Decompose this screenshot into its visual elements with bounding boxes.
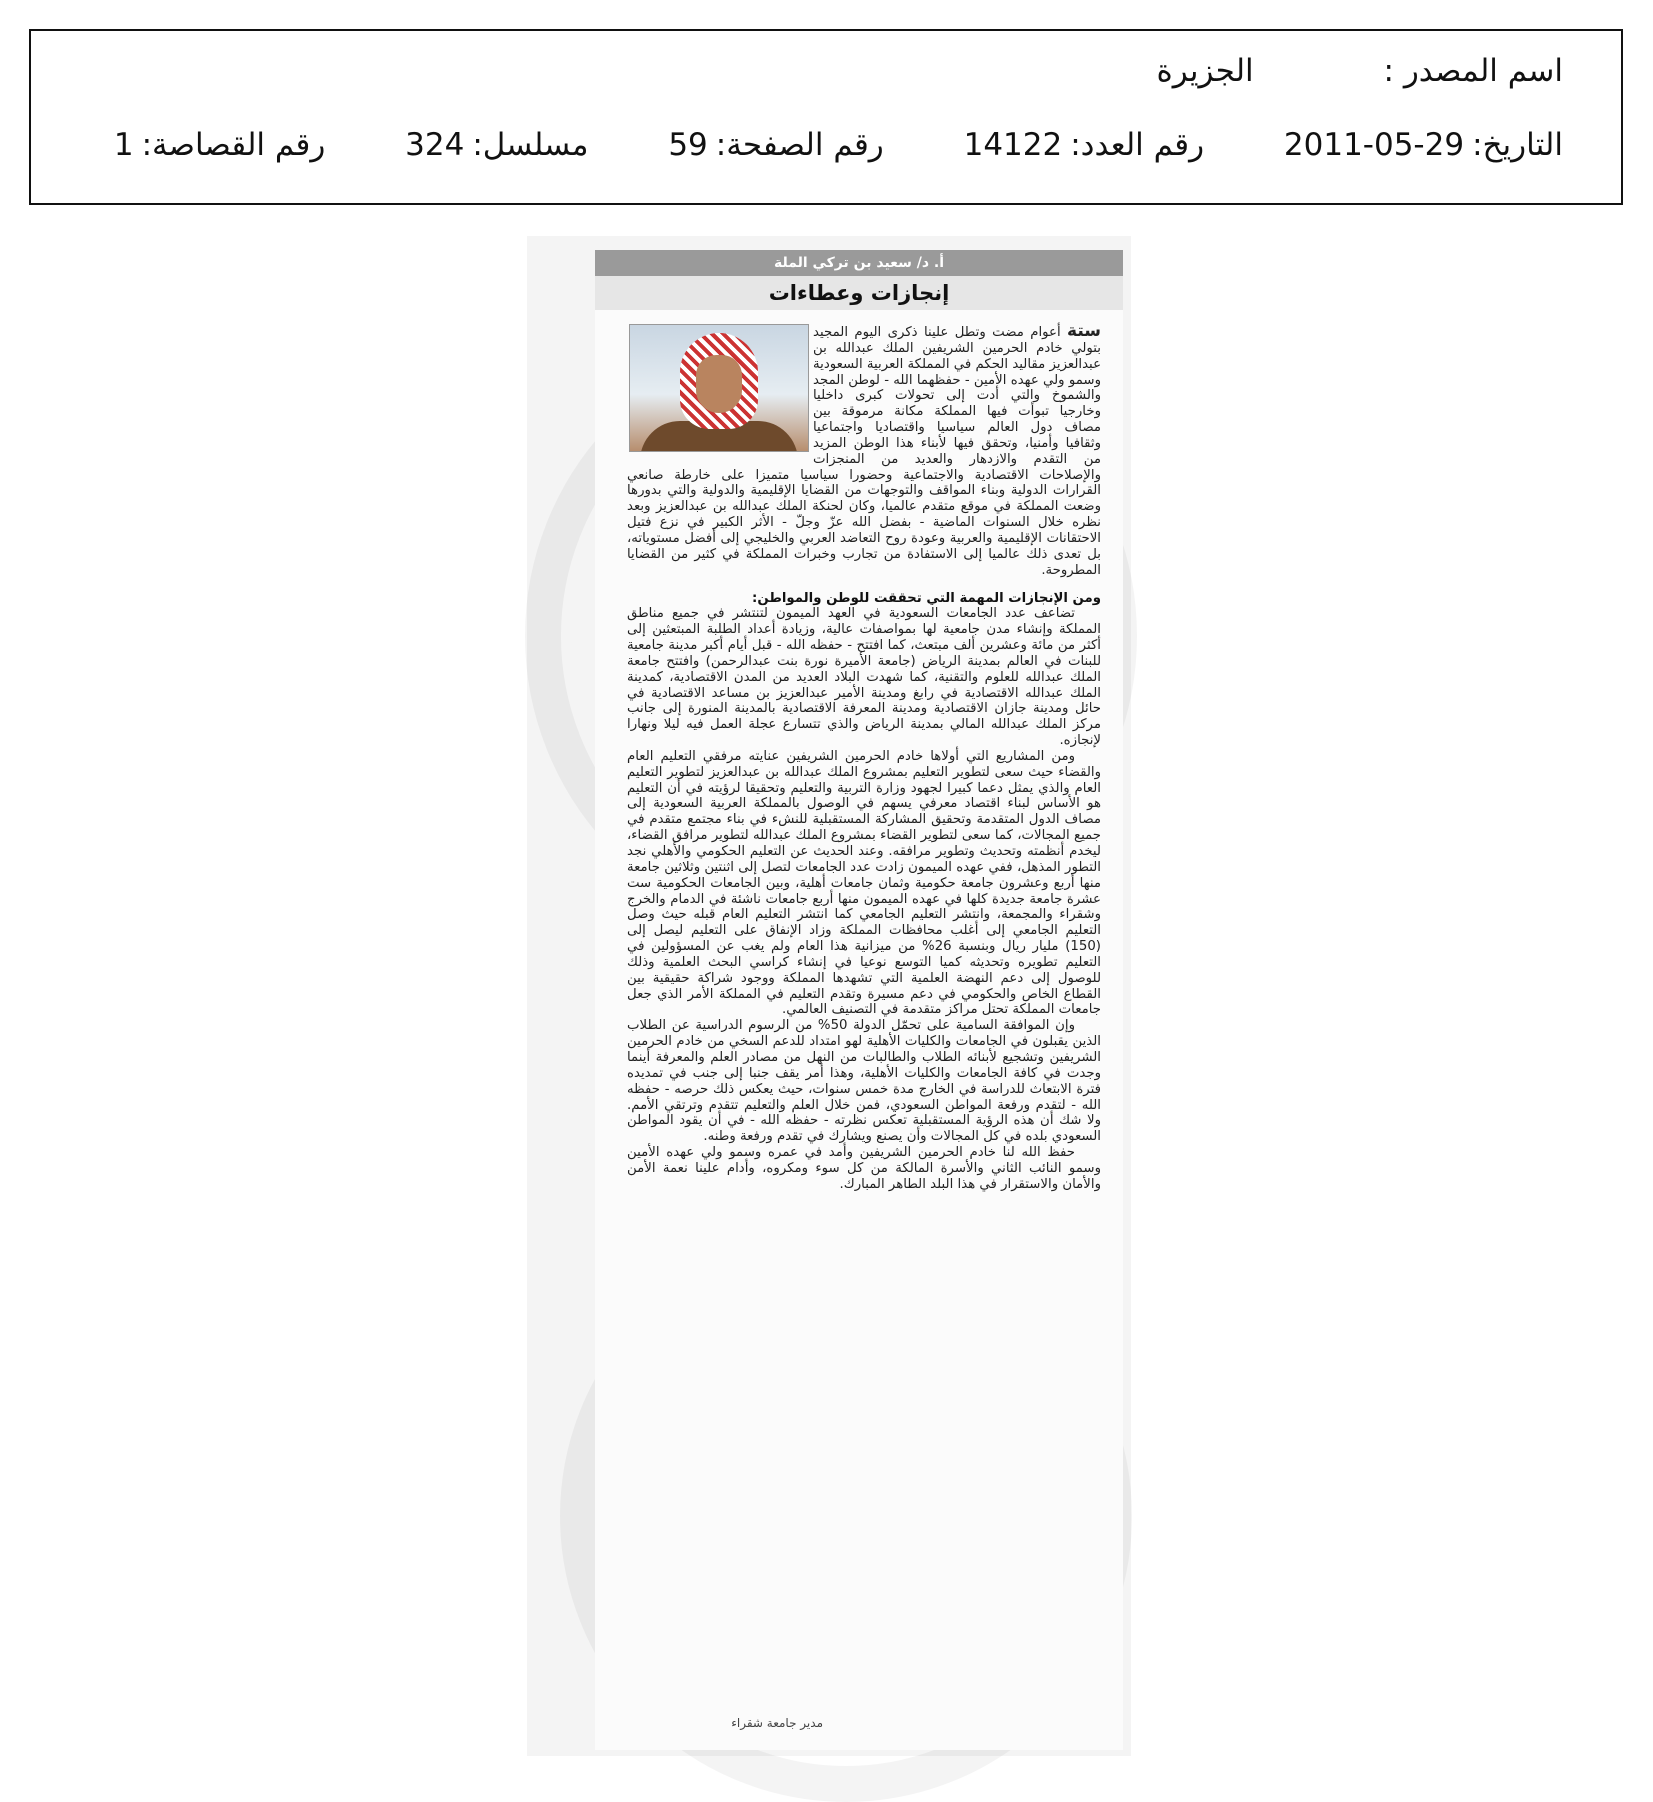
clip-value: 1 [113, 127, 134, 163]
issue-value: 14122 [963, 127, 1063, 163]
lead-word: ستة [1067, 321, 1101, 341]
issue-label: رقم العدد: [1070, 127, 1205, 163]
article-subheading: ومن الإنجازات المهمة التي تحققت للوطن والمواطن: [752, 590, 1101, 606]
source-metadata-box [29, 29, 1623, 205]
author-bar: أ. د/ سعيد بن تركي الملة [595, 250, 1123, 276]
author-signature: مدير جامعة شقراء [731, 1716, 823, 1730]
source-row [1157, 53, 1564, 89]
page-label: رقم الصفحة: [715, 127, 884, 163]
paragraph: تضاعف عدد الجامعات السعودية في العهد الميمون لتنتشر في جميع مناطق المملكة وإنشاء مدن جامعية لها بمواصفات عالية، وزيادة أعداد الطلبة المبتعثين إلى أكثر من مائة وعشرين ألف مبتعث، كما افتتح - حفظه الله - قبل أيام أكبر مدينة جامعية للبنات في العالم بمدينة الرياض (جامعة الأميرة نورة بنت عبدالرحمن) وافتتح جامعة الملك عبدالله للعلوم والتقنية، كما شهدت البلاد العديد من المدن الاقتصادية، كمدينة الملك عبدالله الاقتصادية في رابغ ومدينة الأمير عبدالعزيز بن مساعد الاقتصادية في حائل ومدينة جازان الاقتصادية ومدينة المعرفة الاقتصادية بالمدينة المنورة إلى جانب مركز الملك عبدالله المالي بمدينة الرياض والذي تتسارع عجلة العمل فيه ليلا ونهارا لإنجازه. [627, 606, 1101, 749]
source-label: اسم المصدر : [1383, 53, 1563, 89]
paragraph: وإن الموافقة السامية على تحمّل الدولة 50% من الرسوم الدراسية عن الطلاب الذين يقبلون في الجامعات والكليات الأهلية لهو امتداد للدعم السخي من خادم الحرمين الشريفين وتشجيع لأبنائه الطلاب والطالبات من النهل من مصادر العلم والمعرفة أينما وجدت في كافة الجامعات والكليات الأهلية، وهذا أمر يقف جنبا إلى جنب في تمديده فترة الابتعاث للدراسة في الخارج مدة خمس سنوات، حيث يعكس ذلك حرصه - حفظه الله - لتقدم ورفعة المواطن السعودي، فمن خلال العلم والتعليم تتقدم وترتقي الأمم. ولا شك أن هذه الرؤية المستقبلية تعكس نظرته - حفظه الله - في أن يقود المواطن السعودي بلده في كل المجالات وأن يصنع ويشارك في تقدم ورفعة وطنه. [627, 1018, 1101, 1145]
clip-label: رقم القصاصة: [141, 127, 326, 163]
details-row [114, 127, 1563, 163]
paragraph-text: أعوام مضت وتطل علينا ذكرى اليوم المجيد بتولي خادم الحرمين الشريفين الملك عبدالله بن عبدالعزيز مقاليد الحكم في المملكة العربية السعودية وسمو ولي عهده الأمين - حفظهما الله - لوطن المجد والشموخ والتي أدت إلى تحولات كبرى داخليا وخارجيا تبوأت فيها المملكة مكانة مرموقة بين مصاف دول العالم سياسيا واقتصاديا واجتماعيا وثقافيا وأمنيا، وتحقق فيها لأبناء هذا الوطن المزيد من التقدم والازدهار والعديد من المنجزات والإصلاحات الاقتصادية والاجتماعية وحضورا سياسيا متميزا على خارطة صانعي القرارات الدولية وبناء المواقف والتوجهات من القضايا الإقليمية والدولية والتي بدورها وضعت المملكة في موقع متقدم عالميا، وكان لحنكة الملك عبدالله بن عبدالعزيز وبعد نظره خلال السنوات الماضية - بفضل الله عزّ وجلّ - الأثر الكبير في نزع فتيل الاحتقانات الإقليمية والعربية وعودة روح التعاضد العربي والخليجي إلى أفضل مستوياته، بل تعدى ذلك عالميا إلى الاستفادة من تجارب وخبرات المملكة في كثير من القضايا المطروحة. [627, 325, 1101, 578]
article-body [627, 321, 1101, 1716]
date-label: التاريخ: [1472, 127, 1563, 163]
photo-spacer [627, 324, 813, 458]
serial-label: مسلسل: [472, 127, 589, 163]
page-value: 59 [668, 127, 708, 163]
paragraph: حفظ الله لنا خادم الحرمين الشريفين وأمد في عمره وسمو ولي عهده الأمين وسمو النائب الثاني والأسرة المالكة من كل سوء ومكروه، وأدام علينا نعمة الأمن والأمان والاستقرار في هذا البلد الطاهر المبارك. [627, 1145, 1101, 1192]
serial-value: 324 [405, 127, 465, 163]
paragraph: ومن المشاريع التي أولاها خادم الحرمين الشريفين عنايته مرفقي التعليم العام والقضاء حيث سعى لتطوير التعليم بمشروع الملك عبدالله بن عبدالعزيز لتطوير التعليم العام والذي يمثل دعما كبيرا لجهود وزارة التربية والتعليم وتحقيقا لرؤيته في أن التعليم هو الأساس لبناء اقتصاد معرفي يسهم في الوصول بالمملكة العربية السعودية إلى مصاف الدول المتقدمة وتحقيق المشاركة المستقبلية للنشء في بناء مجتمع متقدم في جميع المجالات، كما سعى لتطوير القضاء بمشروع الملك عبدالله لتطوير مرافق القضاء، ليخدم أنظمته وتحديث وتطوير مرافقه. وعند الحديث عن التعليم الحكومي والأهلي نجد التطور المذهل، ففي عهده الميمون زادت عدد الجامعات لتصل إلى اثنتين وثلاثين جامعة منها أربع وعشرون جامعة حكومية وثمان جامعات أهلية، وبين الجامعات الحكومية ست عشرة جامعة جديدة كلها في عهده الميمون منها أربع جامعات ناشئة في الدمام والخرج وشقراء والمجمعة، وانتشر التعليم الجامعي كما انتشر التعليم العام قبله حيث وصل التعليم الجامعي إلى أغلب محافظات المملكة وزاد الإنفاق على التعليم ليصل إلى (150) مليار ريال وبنسبة 26% من ميزانية هذا العام ولم يغب عن المسؤولين في التعليم تطويره وتحديثه كميا التوسع نوعيا في إنشاء كراسي البحث العلمية وذلك للوصول إلى دعم النهضة العلمية التي تشهدها المملكة ووجود شراكة حقيقية بين القطاع الخاص والحكومي في دعم مسيرة وتقدم التعليم في المملكة الأمر الذي جعل جامعات المملكة تحتل مراكز متقدمة في التصنيف العالمي. [627, 748, 1101, 1018]
date-value: 2011-05-29 [1283, 127, 1465, 163]
source-value: الجزيرة [1156, 53, 1254, 89]
article-headline: إنجازات وعطاءات [595, 276, 1123, 310]
newspaper-article [595, 250, 1123, 1750]
